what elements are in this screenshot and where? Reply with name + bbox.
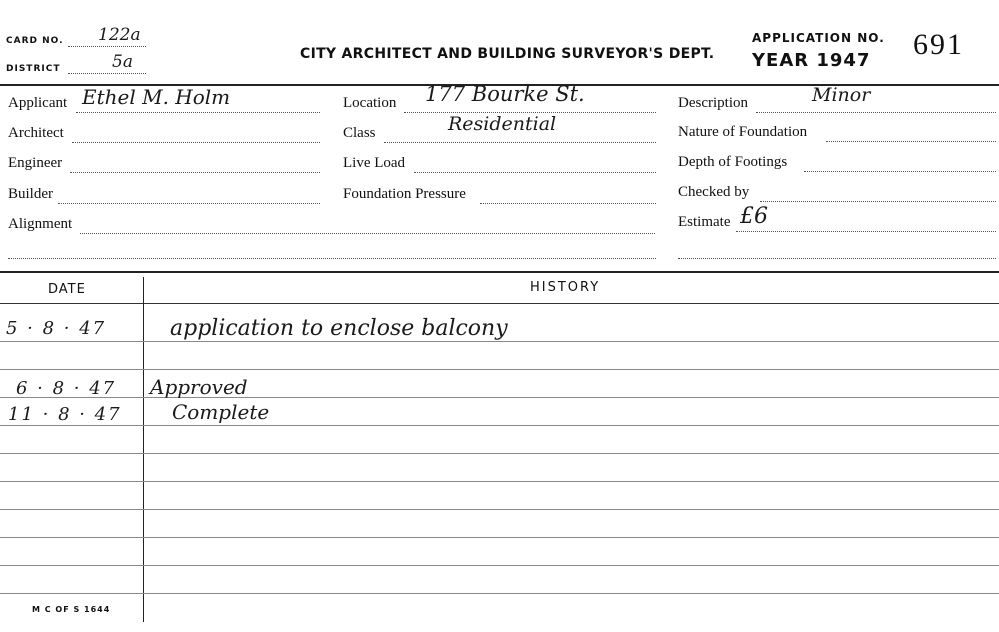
row-rule [0, 593, 999, 594]
location-label: Location [343, 95, 397, 111]
alignment-line [80, 233, 655, 234]
applicant-value: Ethel M. Holm [82, 85, 231, 109]
card-no-line [68, 46, 146, 47]
header-bottom-border [0, 303, 999, 304]
row-rule [0, 369, 999, 370]
row-history-entry: application to enclose balcony [170, 316, 508, 341]
checked-by-label: Checked by [678, 184, 750, 200]
history-column-header: HISTORY [530, 280, 601, 295]
row-rule [0, 509, 999, 510]
description-line [756, 112, 996, 113]
estimate-line [736, 231, 996, 232]
department-title: CITY ARCHITECT AND BUILDING SURVEYOR'S DEPT. [300, 46, 715, 62]
row-rule [0, 481, 999, 482]
application-no-value: 691 [913, 28, 964, 61]
builder-line [58, 203, 320, 204]
extra-line-left [8, 258, 656, 259]
row-rule [0, 341, 999, 342]
row-rule [0, 537, 999, 538]
applicant-label: Applicant [8, 95, 68, 111]
estimate-label: Estimate [678, 214, 731, 230]
foundation-pressure-label: Foundation Pressure [343, 186, 466, 202]
nature-of-foundation-label: Nature of Foundation [678, 124, 808, 140]
class-value: Residential [448, 113, 557, 135]
application-no-label: APPLICATION NO. [752, 31, 885, 45]
class-line [384, 142, 656, 143]
class-label: Class [343, 125, 376, 141]
row-history-entry: Complete [172, 400, 270, 424]
alignment-label: Alignment [8, 216, 73, 232]
card-no-value: 122a [98, 25, 141, 45]
depth-of-footings-line [804, 171, 996, 172]
nature-of-foundation-line [826, 141, 996, 142]
location-value: 177 Bourke St. [425, 82, 585, 106]
extra-line-right [678, 258, 996, 259]
row-date: 6 · 8 · 47 [16, 378, 117, 399]
estimate-value: £6 [740, 204, 768, 229]
depth-of-footings-label: Depth of Footings [678, 154, 788, 170]
engineer-line [70, 172, 320, 173]
district-value: 5a [112, 52, 133, 72]
row-rule [0, 453, 999, 454]
checked-by-line [760, 201, 996, 202]
row-rule [0, 425, 999, 426]
district-label: DISTRICT [6, 64, 61, 74]
engineer-label: Engineer [8, 155, 63, 171]
year-label: YEAR 1947 [752, 50, 871, 71]
architect-line [72, 142, 320, 143]
table-top-border [0, 271, 999, 273]
district-line [68, 73, 146, 74]
row-date: 11 · 8 · 47 [8, 404, 122, 425]
form-code: M C OF S 1644 [32, 605, 111, 614]
applicant-line [76, 112, 320, 113]
description-value: Minor [812, 84, 871, 106]
date-column-header: DATE [48, 282, 86, 297]
live-load-label: Live Load [343, 155, 406, 171]
row-rule [0, 565, 999, 566]
builder-label: Builder [8, 186, 53, 202]
date-column-divider [143, 277, 144, 622]
architect-label: Architect [8, 125, 64, 141]
foundation-pressure-line [480, 203, 656, 204]
live-load-line [414, 172, 656, 173]
description-label: Description [678, 95, 748, 111]
row-history-entry: Approved [150, 375, 248, 399]
card-no-label: CARD NO. [6, 36, 64, 46]
row-date: 5 · 8 · 47 [6, 318, 107, 339]
